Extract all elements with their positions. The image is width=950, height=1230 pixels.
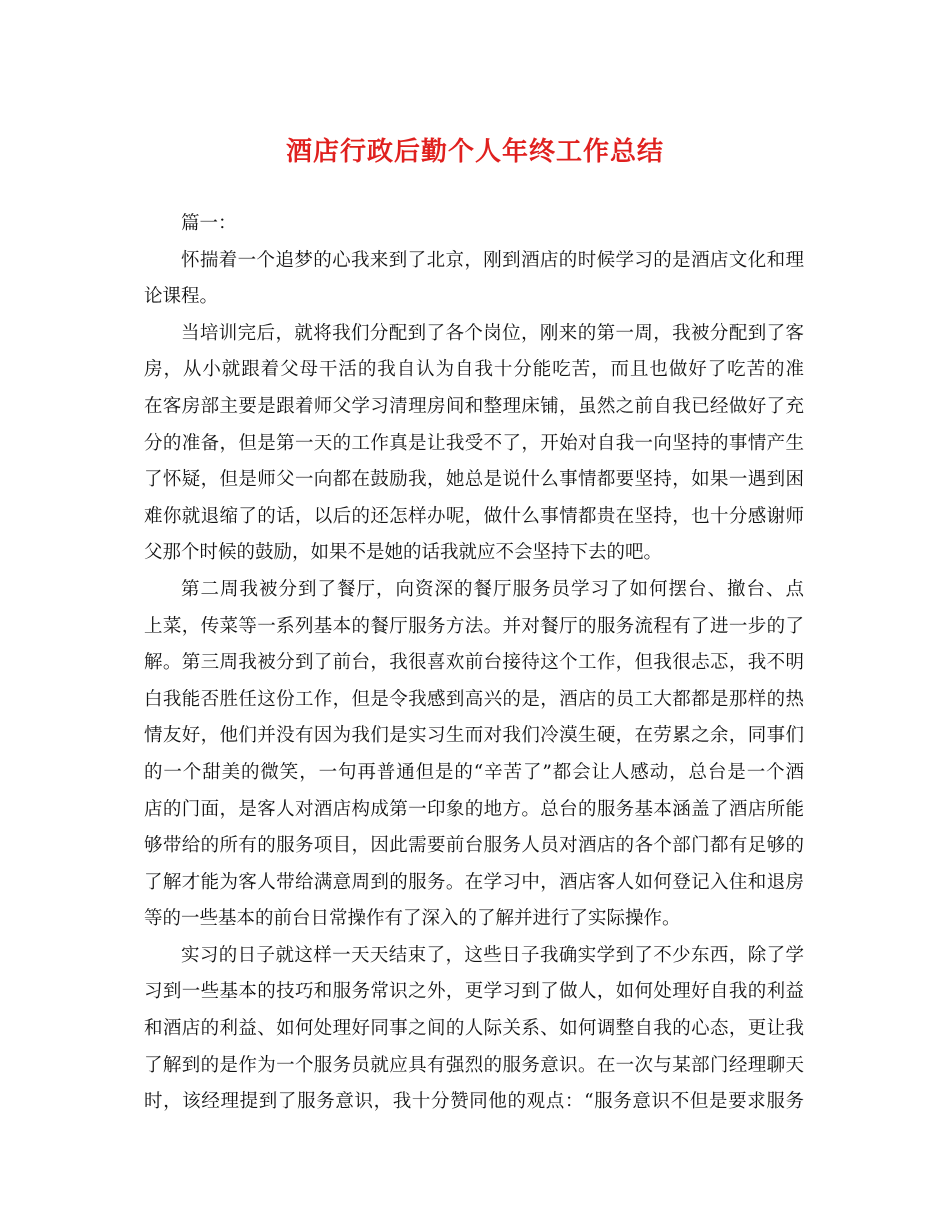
document-title: 酒店行政后勤个人年终工作总结 xyxy=(285,137,664,167)
paragraph-line: 实习的日子就这样一天天结束了，这些日子我确实学到了不少东西，除了学 xyxy=(181,944,804,966)
paragraph-line: 时，该经理提到了服务意识，我十分赞同他的观点：“服务意识不但是要求服务 xyxy=(144,1091,804,1113)
paragraph-line: 等的一些基本的前台日常操作有了深入的了解并进行了实际操作。 xyxy=(144,908,681,930)
document-body xyxy=(144,206,804,1121)
section-heading: 篇一： xyxy=(181,213,237,234)
paragraph-line: 难你就退缩了的话，以后的还怎样办呢，做什么事情都贵在坚持，也十分感谢师 xyxy=(144,505,804,527)
paragraph-line: 第二周我被分到了餐厅，向资深的餐厅服务员学习了如何摆台、撤台、点 xyxy=(181,578,804,600)
paragraph-line: 分的准备，但是第一天的工作真是让我受不了，开始对自我一向坚持的事情产生 xyxy=(144,432,804,454)
paragraph-line: 情友好，他们并没有因为我们是实习生而对我们冷漠生硬，在劳累之余，同事们 xyxy=(144,725,804,747)
paragraph-line: 白我能否胜任这份工作，但是令我感到高兴的是，酒店的员工大都都是那样的热 xyxy=(144,688,804,710)
paragraph-line: 店的门面，是客人对酒店构成第一印象的地方。总台的服务基本涵盖了酒店所能 xyxy=(144,798,804,820)
paragraph-line: 和酒店的利益、如何处理好同事之间的人际关系、如何调整自我的心态，更让我 xyxy=(144,1018,804,1040)
paragraph-line: 当培训完后，就将我们分配到了各个岗位，刚来的第一周，我被分配到了客 xyxy=(181,322,804,344)
paragraph-line: 在客房部主要是跟着师父学习清理房间和整理床铺，虽然之前自我已经做好了充 xyxy=(144,395,804,417)
paragraph-line: 房，从小就跟着父母干活的我自认为自我十分能吃苦，而且也做好了吃苦的准 xyxy=(144,359,804,381)
paragraph-line: 了解才能为客人带给满意周到的服务。在学习中，酒店客人如何登记入住和退房 xyxy=(144,871,804,893)
paragraph-line: 够带给的所有的服务项目，因此需要前台服务人员对酒店的各个部门都有足够的 xyxy=(144,835,804,857)
paragraph-line: 了解到的是作为一个服务员就应具有强烈的服务意识。在一次与某部门经理聊天 xyxy=(144,1054,804,1076)
paragraph-line: 习到一些基本的技巧和服务常识之外，更学习到了做人，如何处理好自我的利益 xyxy=(144,981,804,1003)
paragraph-line: 怀揣着一个追梦的心我来到了北京，刚到酒店的时候学习的是酒店文化和理 xyxy=(181,249,804,271)
paragraph-line: 了怀疑，但是师父一向都在鼓励我，她总是说什么事情都要坚持，如果一遇到困 xyxy=(144,469,804,491)
paragraph-line: 上菜，传菜等一系列基本的餐厅服务方法。并对餐厅的服务流程有了进一步的了 xyxy=(144,615,804,637)
paragraph-line: 的一个甜美的微笑，一句再普通但是的“辛苦了”都会让人感动，总台是一个酒 xyxy=(144,761,804,783)
paragraph-line: 解。第三周我被分到了前台，我很喜欢前台接待这个工作，但我很忐忑，我不明 xyxy=(144,652,804,674)
paragraph-line: 论课程。 xyxy=(144,286,219,308)
paragraph-line: 父那个时候的鼓励，如果不是她的话我就应不会坚持下去的吧。 xyxy=(144,542,663,564)
